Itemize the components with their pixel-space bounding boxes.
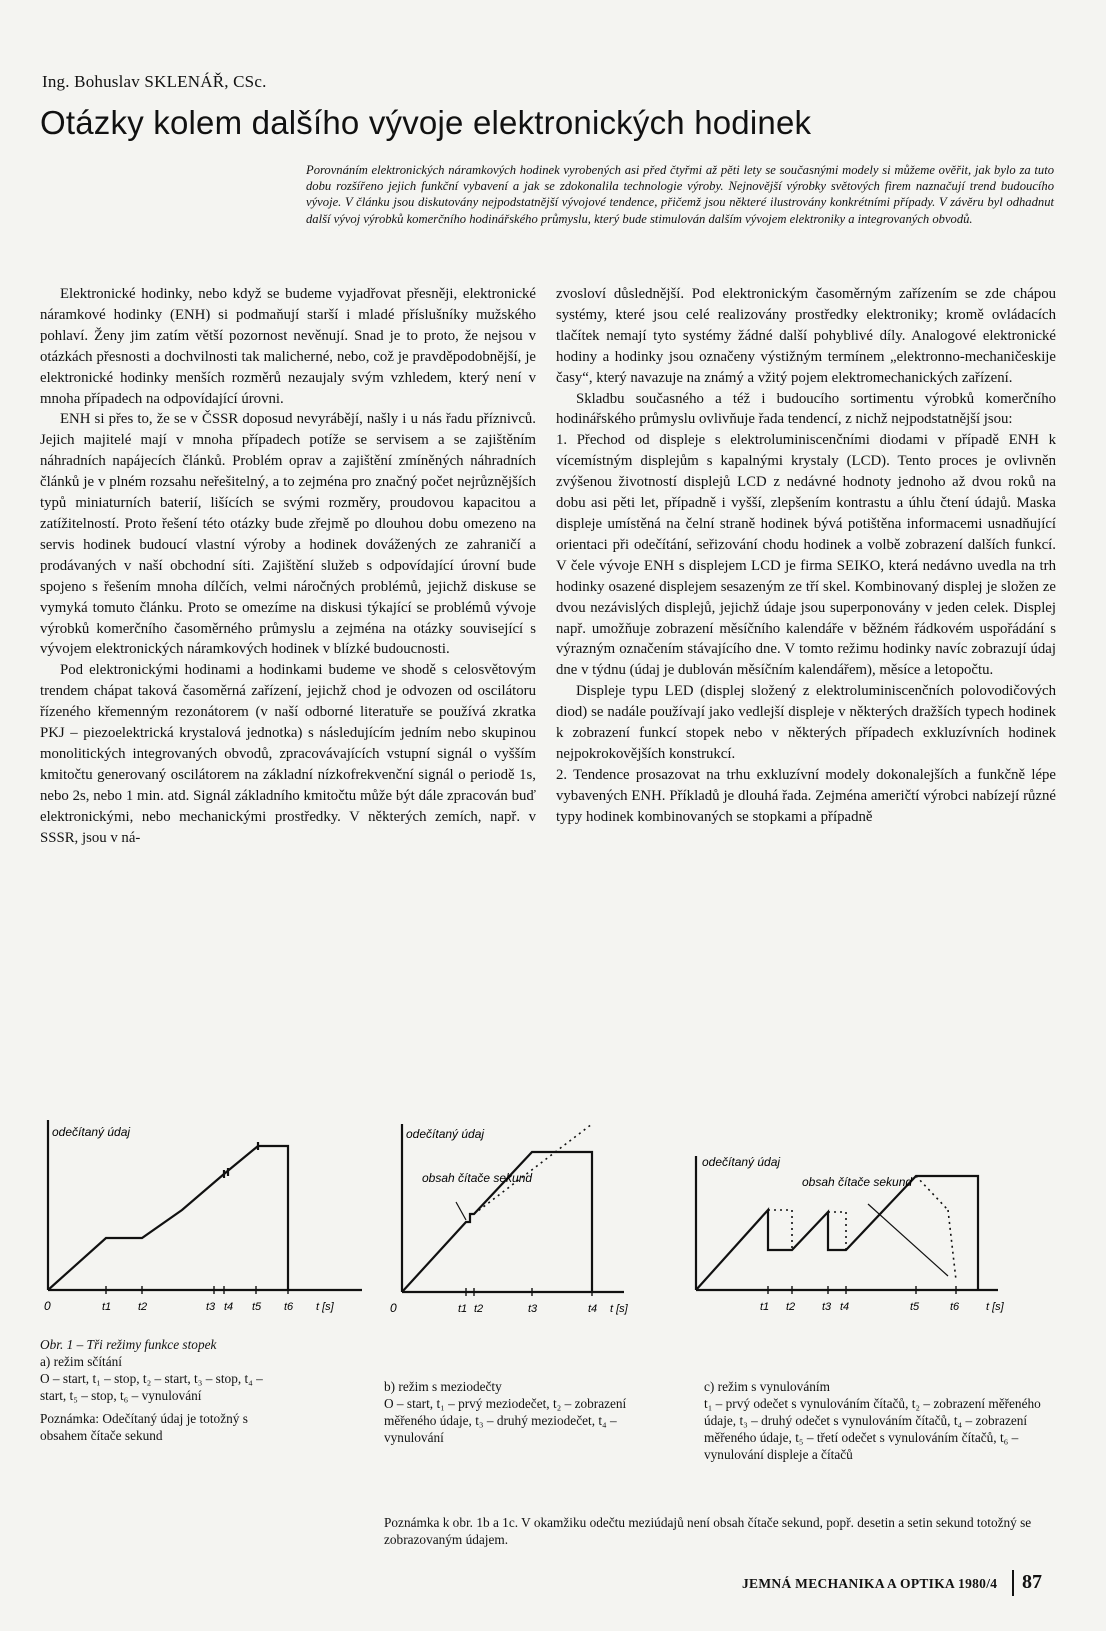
paragraph: zvosloví důslednější. Pod elektronickým časoměrným zařízením se zde chápou systémy, které jsou celé realizovány prostředky elektroniky; kromě ovládacích tlačítek nemají tyto systémy žádné další pohyblivé díly. Analogové elektronické hodiny a hodinky jsou označeny výstižným termínem „elektronno-mechaničeskije časy“, který navazuje na známý a vžitý pojem elektromechanických zařízení. <box>556 286 1056 386</box>
tick-label: t4 <box>224 1301 234 1313</box>
tick-label: t4 <box>840 1301 850 1313</box>
time-axis-label: t [s] <box>316 1301 334 1313</box>
paragraph: Skladbu současného a též i budoucího sortimentu výrobků komerčního hodinářského průmyslu ovlivňuje řada tendencí, z nichž nejpodstatnější jsou: <box>556 390 1056 428</box>
caption-a <box>40 1336 282 1444</box>
caption-note: Poznámka: Odečítaný údaj je totožný s obsahem čítače sekund <box>40 1411 248 1443</box>
caption-mode: b) režim s meziodečty <box>384 1379 502 1394</box>
y-axis-label: odečítaný údaj <box>406 1127 485 1141</box>
caption-text: O – start, t₁ – stop, t₂ – start, t₃ – stop, t₄ – start, t₅ – stop, t₆ – vynulování <box>40 1371 263 1403</box>
tick-label: t1 <box>458 1303 468 1315</box>
paragraph: 1. Přechod od displeje s elektroluminiscenčními diodami v případě ENH k vícemístným displejům s kapalnými krystaly (LCD). Tento proces je ovlivněn zvýšenou životností displejů LCD z nedávné hodnoty jednoho až dvou roků na dobu asi pěti let, případně i vyšší, zlepšením kontrastu a úhlu čtení údajů. Maska displeje umístěná na čelní straně hodinek bývá potištěna informacemi usnadňující orientaci při odečítání, seřizování chodu hodinek a volbě zobrazení dalších funkcí. V čele vývoje ENH s displejem LCD je firma SEIKO, která nedávno uvedla na trh hodinky osazené displejem sesazeným ze tří skel. Kombinovaný displej je složen ze dvou nezávislých displejů, jejichž údaje jsou superponovány v jeden celek. Displej např. umožňuje zobrazení měsíčního kalendáře v běžném řádkovém uspořádání s výrazným označením stávajícího dne. V tomto režimu hodinky navíc zobrazují údaj dne v týdnu (údaj je dublován měsíčním kalendářem), měsíce a letopočtu. <box>556 432 1056 679</box>
body-column-left <box>40 284 536 848</box>
paragraph: 2. Tendence prosazovat na trhu exkluzívní modely dokonalejších a funkčně lépe vybavených ENH. Příkladů je dlouhá řada. Zejména američtí výrobci nabízejí různé typy hodinek kombinovaných se stopkami a případně <box>556 766 1056 825</box>
footer-divider <box>1012 1570 1014 1596</box>
counter-annotation: obsah čítače sekund <box>422 1171 533 1185</box>
figure-panel-b <box>392 1120 672 1330</box>
caption-text: O – start, t₁ – prvý meziodečet, t₂ – zobrazení měřeného údaje, t₃ – druhý meziodečet, t₄ – vynulování <box>384 1396 627 1445</box>
page-number: 87 <box>1022 1571 1042 1593</box>
body-column-right <box>556 284 1056 828</box>
tick-label: t5 <box>252 1301 262 1313</box>
origin-label: 0 <box>390 1301 397 1315</box>
article-title: Otázky kolem dalšího vývoje elektronických hodinek <box>40 104 812 141</box>
tick-label: t6 <box>950 1301 960 1313</box>
paragraph: Displeje typu LED (displej složený z elektroluminiscenčních polovodičových diod) se nadále používají jako vedlejší displeje v některých dražších typech hodinek k zobrazení funkcí stopek nebo v některých případech exkluzívních hodinek nejpokrokovějších konstrukcí. <box>556 683 1056 762</box>
caption-mode: c) režim s vynulováním <box>704 1379 830 1394</box>
tick-label: t4 <box>588 1303 598 1315</box>
tick-label: t3 <box>822 1301 832 1313</box>
tick-label: t3 <box>528 1303 538 1315</box>
tick-label: t1 <box>102 1301 112 1313</box>
time-axis-label: t [s] <box>986 1301 1004 1313</box>
abstract: Porovnáním elektronických náramkových hodinek vyrobených asi před čtyřmi až pěti lety se současnými modely si můžeme ověřit, jak bylo za tuto dobu rozšířeno jejich funkční vybavení a jak se zdokonalila technologie výroby. Nejnovější výrobky světových firem naznačují trend budoucího vývoje. V článku jsou diskutovány nejpodstatnější vývojové tendence, přičemž jsou některé ilustrovány konkrétními případy. V závěru byl odhadnut další vývoj výrobků komerčního hodinářského průmyslu, který bude stimulován dalším vývojem elektroniky a integrovaných obvodů. <box>306 163 1054 226</box>
tick-label: t2 <box>138 1301 148 1313</box>
y-axis-label: odečítaný údaj <box>52 1125 131 1139</box>
tick-label: t2 <box>474 1303 484 1315</box>
author-line: Ing. Bohuslav SKLENÁŘ, CSc. <box>42 72 267 91</box>
paragraph: ENH si přes to, že se v ČSSR doposud nevyrábějí, našly i u nás řadu příznivců. Jejich majitelé mají v mnoha případech potíže se servisem a se zajištěním náhradních napájecích článků. Problém oprav a zajištění zmíněných náhradních článků je v plném rozsahu neřešitelný, a to zejména pro značný počet nejrůznějších typů miniaturních baterií, lišících se svými rozměry, proudovou kapacitou a zatížitelností. Proto řešení této otázky bude zřejmě po dlouhou dobu omezeno na servis hodinek budoucí vlastní výroby a hodinek dovážených ze zahraničí a prodávaných v naší obchodní síti. Zajištění služeb s odpovídající úrovní bude spojeno s řešením mnoha dílčích, velmi náročných problémů, jejichž diskuse se vymyká tomuto článku. Proto se omezíme na diskusi týkající se problémů vývoje výrobků komerčního časoměrného průmyslu a zejména na otázky související s vývojem elektronických náramkových hodinek v blízké budoucnosti. <box>40 411 536 658</box>
tick-label: t6 <box>284 1301 294 1313</box>
counter-annotation: obsah čítače sekund <box>802 1175 913 1189</box>
figure-panel-a <box>30 1110 370 1325</box>
time-axis-label: t [s] <box>610 1303 628 1315</box>
caption-note-bc: Poznámka k obr. 1b a 1c. V okamžiku odečtu meziúdajů není obsah čítače sekund, popř. desetin a setin sekund totožný se zobrazovaným údajem. <box>384 1515 1032 1547</box>
caption-mode: a) režim sčítání <box>40 1354 122 1369</box>
figure-panel-c <box>686 1150 1056 1330</box>
tick-label: t2 <box>786 1301 796 1313</box>
origin-label: 0 <box>44 1299 51 1313</box>
caption-text: t₁ – prvý odečet s vynulováním čítačů, t₂ – zobrazení měřeného údaje, t₃ – druhý odečet s vynulováním čítačů, t₄ – zobrazení měřeného údaje, t₅ – třetí odečet s vynulováním čítačů, t₆ – vynulování displeje a čítačů <box>704 1396 1041 1462</box>
tick-label: t3 <box>206 1301 216 1313</box>
paragraph: Pod elektronickými hodinami a hodinkami budeme ve shodě s celosvětovým trendem chápat taková časoměrná zařízení, jejichž chod je odvozen od oscilátoru řízeného křemenným rezonátorem (v naší odborné literatuře se používá zkratka PKJ – piezoelektrická krystalová jednotka) s následujícím jedním nebo skupinou monolitických integrovaných obvodů, zpracovávajících vstupní signál o vyšším kmitočtu generovaný oscilátorem na základní nízkofrekvenční signál o periodě 1s, nebo 2s, nebo 1 min. atd. Signál základního kmitočtu může být dále zpracován buď elektronickými, nebo mechanickými prostředky. V některých zemích, např. v SSSR, jsou v ná- <box>40 662 536 846</box>
figure-title: Obr. 1 – Tři režimy funkce stopek <box>40 1337 217 1352</box>
caption-b <box>384 1378 630 1446</box>
journal-footer: JEMNÁ MECHANIKA A OPTIKA 1980/4 <box>742 1576 998 1591</box>
y-axis-label: odečítaný údaj <box>702 1155 781 1169</box>
paragraph: Elektronické hodinky, nebo když se budeme vyjadřovat přesněji, elektronické náramkové hodinky (ENH) si podmaňují starší i mladé příslušníky mužského pohlaví. Ženy jim zatím větší pozornost nevěnují. Snad je to proto, že nejsou v otázkách přesnosti a dochvilnosti tak malicherné, nebo, což je pravděpodobnější, je elektronické hodinky menších rozměrů nezaujaly svým vzhledem, který není v mnoha případech na odpovídající úrovni. <box>40 286 536 407</box>
caption-c <box>704 1378 1056 1463</box>
tick-label: t1 <box>760 1301 770 1313</box>
tick-label: t5 <box>910 1301 920 1313</box>
